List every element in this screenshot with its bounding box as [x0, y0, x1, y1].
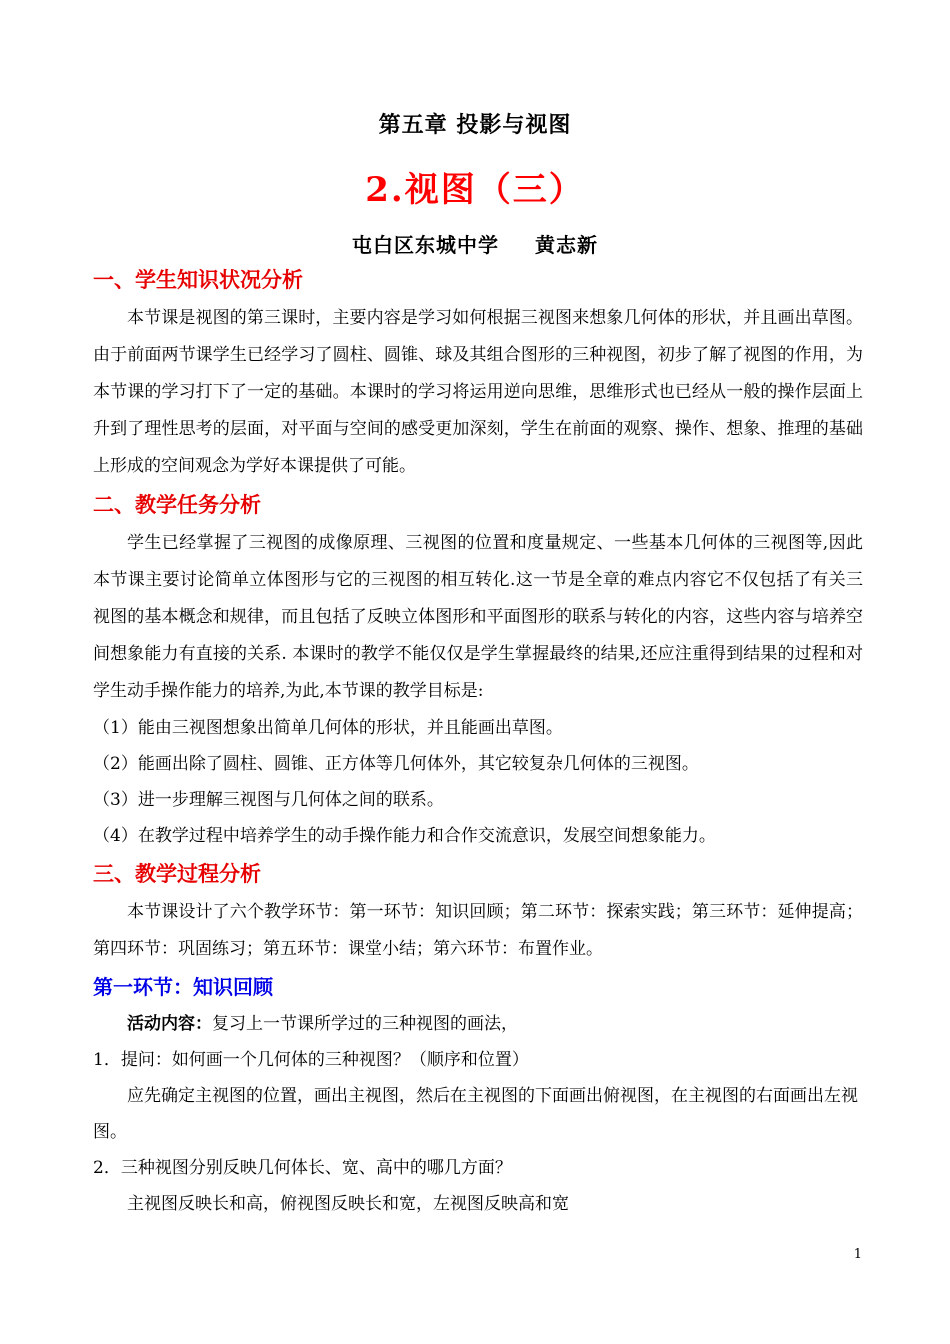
activity-label: 活动内容： [127, 1014, 212, 1034]
chapter-title: 第五章 投影与视图 [378, 112, 572, 138]
goal-item: （1）能由三视图想象出简单几何体的形状，并且能画出草图。 [93, 718, 563, 738]
page-number: 1 [853, 1247, 862, 1262]
question-2: 2．三种视图分别反映几何体长、宽、高中的哪几方面？ [93, 1158, 512, 1178]
school-name: 屯白区东城中学 [352, 233, 499, 257]
answer-1: 应先确定主视图的位置，画出主视图，然后在主视图的下面画出俯视图，在主视图的右面画出左视图。 [93, 1086, 858, 1142]
question-1: 1．提问：如何画一个几何体的三种视图？（顺序和位置） [93, 1050, 529, 1070]
step1-heading: 第一环节：知识回顾 [93, 975, 273, 999]
section1-heading: 一、学生知识状况分析 [93, 267, 303, 292]
activity-text: 复习上一节课所学过的三种视图的画法， [212, 1014, 518, 1034]
section1-paragraph: 本节课是视图的第三课时，主要内容是学习如何根据三视图来想象几何体的形状，并且画出草图。由于前面两节课学生已经学习了圆柱、圆锥、球及其组合图形的三种视图，初步了解了视图的作用，为本节课的学习打下了一定的基础。本课时的学习将运用逆向思维，思维形式也已经从一般的操作层面上升到了理性思考的层面，对平面与空间的感受更加深刻，学生在前面的观察、操作、想象、推理的基础上形成的空间观念为学好本课提供了可能。 [93, 308, 863, 476]
answer-2: 主视图反映长和高，俯视图反映长和宽，左视图反映高和宽 [127, 1194, 569, 1214]
goal-item: （4）在教学过程中培养学生的动手操作能力和合作交流意识，发展空间想象能力。 [93, 826, 716, 846]
document-body [93, 260, 863, 1222]
lesson-title: 2.视图（三） [365, 170, 585, 210]
section2-heading: 二、教学任务分析 [93, 492, 261, 517]
activity-line [93, 1006, 863, 1042]
section2-paragraph: 学生已经掌握了三视图的成像原理、三视图的位置和度量规定、一些基本几何体的三视图等,因此本节课主要讨论简单立体图形与它的三视图的相互转化.这一节是全章的难点内容它不仅包括了有关三视图的基本概念和规律，而且包括了反映立体图形和平面图形的联系与转化的内容，这些内容与培养空间想象能力有直接的关系. 本课时的教学不能仅仅是学生掌握最终的结果,还应注重得到结果的过程和对学生动手操作能力的培养,为此,本节课的教学目标是: [93, 533, 863, 701]
author-line [0, 229, 950, 258]
author-name: 黄志新 [535, 233, 598, 257]
goals-list [93, 710, 863, 854]
goal-item: （2）能画出除了圆柱、圆锥、正方体等几何体外，其它较复杂几何体的三视图。 [93, 754, 699, 774]
section3-paragraph: 本节课设计了六个教学环节：第一环节：知识回顾；第二环节：探索实践；第三环节：延伸提高；第四环节：巩固练习；第五环节：课堂小结；第六环节：布置作业。 [93, 902, 863, 959]
goal-item: （3）进一步理解三视图与几何体之间的联系。 [93, 790, 444, 810]
section3-heading: 三、教学过程分析 [93, 861, 261, 886]
